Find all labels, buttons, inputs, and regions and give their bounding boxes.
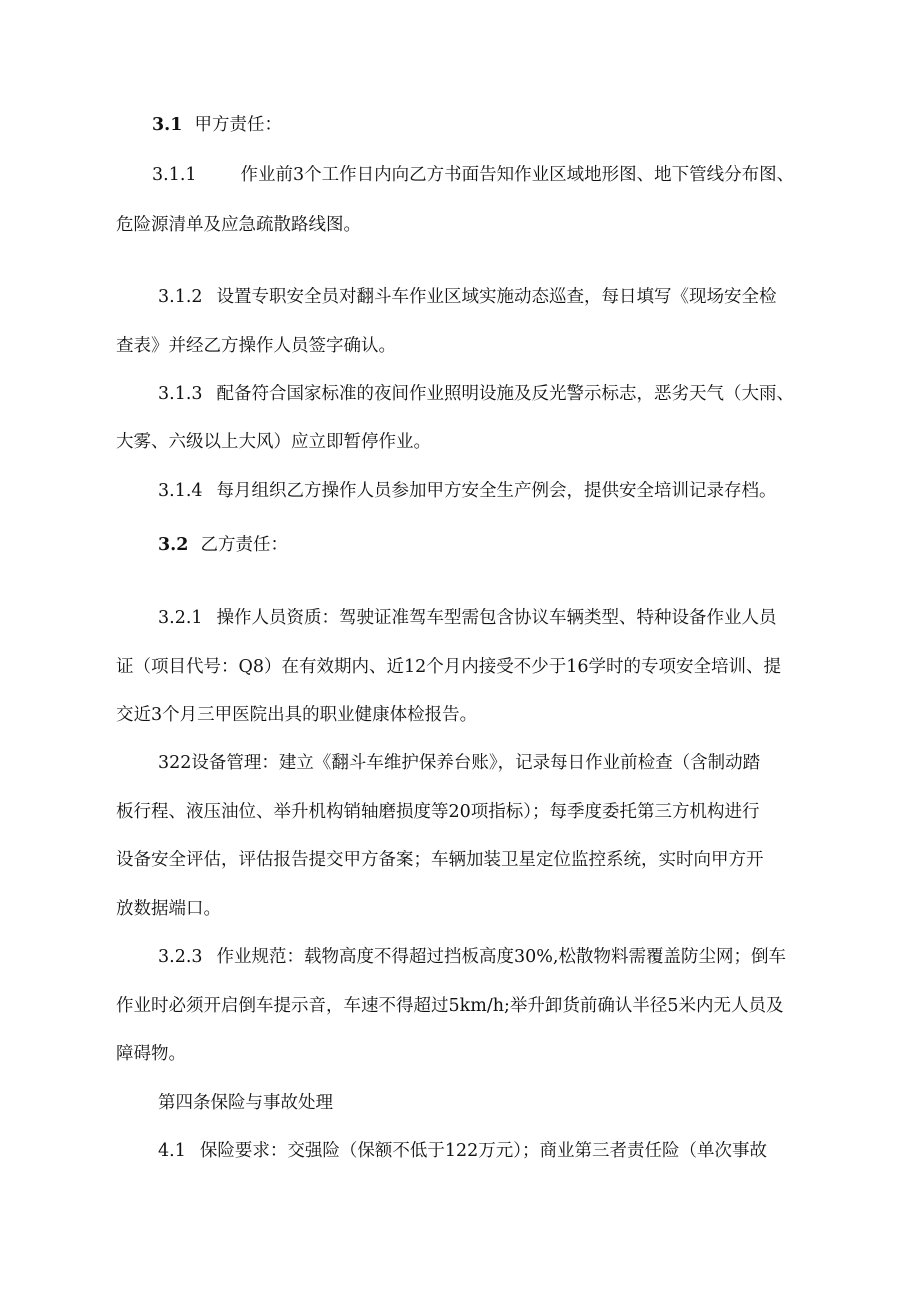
- clause-3-1-1-line-1: [152, 163, 794, 187]
- clause-3-1-1-line-2: 危险源清单及应急疏散路线图。: [116, 215, 361, 235]
- clause-number: 3.2.1: [158, 608, 203, 628]
- clause-number: 3.1.2: [158, 287, 203, 307]
- clause-3-1-2-line-1: [158, 285, 777, 309]
- section-number: 3.2: [158, 535, 189, 555]
- clause-text: 操作人员资质：驾驶证准驾车型需包含协议车辆类型、特种设备作业人员: [216, 608, 777, 628]
- clause-text: 作业前3个工作日内向乙方书面告知作业区域地形图、地下管线分布图、: [240, 165, 795, 185]
- clause-3-2-2-line-3: 设备安全评估，评估报告提交甲方备案；车辆加装卫星定位监控系统，实时向甲方开: [116, 850, 764, 870]
- clause-number: 3.1.1: [152, 165, 197, 185]
- section-title: 甲方责任：: [194, 115, 282, 135]
- clause-number: 3.2.3: [158, 947, 203, 967]
- clause-3-2-3-line-2: 作业时必须开启倒车提示音，车速不得超过5km/h;举升卸货前确认半径5米内无人员及: [116, 996, 784, 1016]
- clause-3-1-4-line-1: [158, 479, 777, 503]
- clause-3-2-2-line-2: 板行程、液压油位、举升机构销轴磨损度等20项指标）；每季度委托第三方机构进行: [116, 802, 760, 822]
- clause-text: 保险要求：交强险（保额不低于122万元）；商业第三者责任险（单次事故: [199, 1141, 767, 1161]
- clause-text: 配备符合国家标准的夜间作业照明设施及反光警示标志，恶劣天气（大雨、: [216, 384, 795, 404]
- clause-text: 每月组织乙方操作人员参加甲方安全生产例会，提供安全培训记录存档。: [216, 481, 777, 501]
- clause-3-1-2-line-2: 查表》并经乙方操作人员签字确认。: [116, 336, 396, 356]
- clause-3-2-2-line-4: 放数据端口。: [116, 899, 221, 919]
- clause-text: 作业规范：载物高度不得超过挡板高度30%,松散物料需覆盖防尘网；倒车: [216, 947, 786, 967]
- clause-number: 3.1.3: [158, 384, 203, 404]
- section-title: 乙方责任：: [200, 535, 288, 555]
- clause-3-2-1-line-2: 证（项目代号：Q8）在有效期内、近12个月内接受不少于16学时的专项安全培训、提: [116, 657, 782, 677]
- clause-3-2-1-line-1: [158, 606, 777, 630]
- section-number: 3.1: [152, 115, 183, 135]
- clause-number: 4.1: [158, 1141, 186, 1161]
- clause-3-2-3-line-1: [158, 945, 786, 969]
- clause-3-2-1-line-3: 交近3个月三甲医院出具的职业健康体检报告。: [116, 705, 478, 725]
- clause-3-1-3-line-1: [158, 382, 794, 406]
- article-4-title: 第四条保险与事故处理: [158, 1093, 333, 1113]
- section-heading-3-1: [152, 113, 282, 137]
- clause-3-2-3-line-3: 障碍物。: [116, 1044, 186, 1064]
- clause-number: 3.1.4: [158, 481, 203, 501]
- clause-4-1-line-1: [158, 1139, 767, 1163]
- clause-3-1-3-line-2: 大雾、六级以上大风）应立即暂停作业。: [116, 432, 431, 452]
- clause-text: 设置专职安全员对翻斗车作业区域实施动态巡查，每日填写《现场安全检: [216, 287, 777, 307]
- clause-3-2-2-line-1: 322设备管理：建立《翻斗车维护保养台账》，记录每日作业前检查（含制动踏: [158, 753, 761, 773]
- section-heading-3-2: [158, 533, 288, 557]
